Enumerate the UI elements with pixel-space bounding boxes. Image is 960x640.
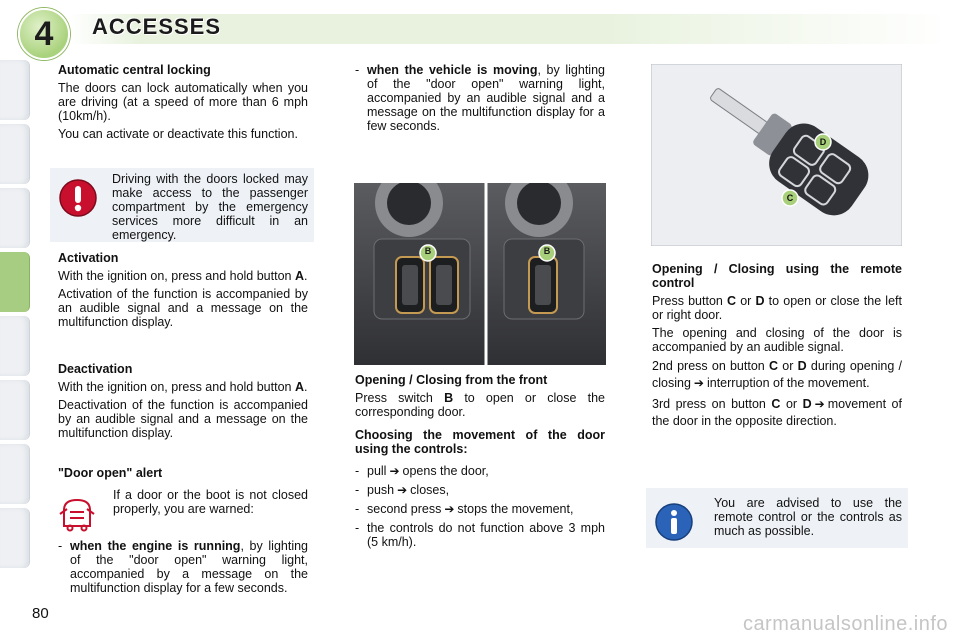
button-ref-a: A bbox=[294, 380, 304, 394]
door-alert-text: If a door or the boot is not closed properly, you are warned: bbox=[113, 488, 308, 516]
remote-key-photo bbox=[651, 64, 902, 251]
page-title: ACCESSES bbox=[92, 14, 222, 39]
activation-text-2: Activation of the function is accompanied by an audible signal and a message on the multifunction display. bbox=[58, 287, 308, 329]
deactivation-text-body: With the ignition on, press and hold button bbox=[58, 380, 292, 394]
auto-lock-heading: Automatic central locking bbox=[58, 63, 211, 77]
chapter-tab[interactable] bbox=[0, 380, 30, 440]
chapter-tab[interactable] bbox=[0, 508, 30, 568]
list-dash: - bbox=[355, 464, 360, 478]
list-item-result: closes, bbox=[410, 483, 450, 497]
second-press-a: 2nd press on button bbox=[652, 359, 765, 373]
chapter-tab-active[interactable] bbox=[0, 252, 30, 312]
button-ref-d: D bbox=[802, 397, 812, 411]
remote-heading: Opening / Closing using the remote control bbox=[652, 262, 902, 290]
key-label-c: C bbox=[786, 193, 794, 203]
second-press-b: during opening / closing bbox=[652, 359, 903, 390]
info-text: You are advised to use the remote control or the controls as much as possible. bbox=[714, 496, 902, 538]
list-item bbox=[355, 464, 605, 478]
activation-text: With the ignition on, press and hold button A. bbox=[58, 269, 308, 283]
page-number: 80 bbox=[32, 605, 49, 622]
list-item-body bbox=[367, 521, 605, 549]
chapter-number: 4 bbox=[18, 8, 70, 60]
chapter-tab[interactable] bbox=[0, 188, 30, 248]
deactivation-text: With the ignition on, press and hold button A. bbox=[58, 380, 308, 394]
warning-message: Driving with the doors locked may make access to the passenger compartment by the emergency services more difficult in an emergency. bbox=[112, 172, 308, 242]
chapter-tab[interactable] bbox=[0, 444, 30, 504]
remote-text-a: Press button bbox=[652, 294, 723, 308]
list-item-text: second press bbox=[367, 502, 442, 516]
movement-heading: Choosing the movement of the door using the controls: bbox=[355, 428, 605, 456]
vehicle-moving-text: , by lighting of the "door open" warning light, accompanied by an audible signal and a message on the multifunction display for a few seconds. bbox=[367, 63, 605, 133]
chapter-tab[interactable] bbox=[0, 124, 30, 184]
list-item: - when the vehicle is moving, by lighting of the "door open" warning light, accompanied by an audible signal and a message on the multifunction display for a few seconds. bbox=[355, 63, 605, 133]
button-ref-d: D bbox=[755, 294, 765, 308]
key-label-d: D bbox=[819, 137, 827, 147]
arrow-right-icon: ➔ bbox=[389, 464, 400, 478]
auto-lock-text: The doors can lock automatically when you are driving (at a speed of more than 6 mph (10km/h). bbox=[58, 81, 308, 123]
deactivation-text-2: Deactivation of the function is accompanied by an audible signal and a message on the multifunction display. bbox=[58, 398, 308, 440]
warning-text bbox=[112, 172, 308, 246]
list-item-result: stops the movement, bbox=[457, 502, 574, 516]
activation-text-body: With the ignition on, press and hold button bbox=[58, 269, 292, 283]
door-alert-heading-block bbox=[58, 466, 308, 484]
list-dash: - bbox=[355, 483, 360, 497]
remote-text-1 bbox=[652, 294, 902, 322]
remote-text-2: The opening and closing of the door is accompanied by an audible signal. bbox=[652, 326, 902, 354]
vehicle-moving-item bbox=[355, 63, 605, 137]
front-heading: Opening / Closing from the front bbox=[355, 373, 548, 387]
arrow-right-icon: ➔ bbox=[814, 397, 825, 411]
front-controls-photo bbox=[354, 183, 606, 370]
chapter-tab[interactable] bbox=[0, 316, 30, 376]
arrow-right-icon: ➔ bbox=[693, 376, 704, 390]
list-item-text: pull bbox=[367, 464, 387, 478]
remote-section bbox=[652, 262, 902, 434]
photo-label-b-left: B bbox=[424, 246, 432, 256]
list-item-body bbox=[367, 502, 573, 516]
third-press-text bbox=[652, 396, 902, 430]
arrow-right-icon: ➔ bbox=[397, 483, 408, 497]
activation-section bbox=[58, 251, 308, 333]
list-item-text: push bbox=[367, 483, 395, 497]
info-text-block bbox=[714, 496, 902, 542]
front-text-b: to open or close the corresponding door. bbox=[355, 391, 605, 419]
button-ref-c: C bbox=[771, 397, 781, 411]
movement-list bbox=[355, 464, 605, 549]
door-alert-heading: "Door open" alert bbox=[58, 466, 163, 480]
arrow-right-icon: ➔ bbox=[444, 502, 455, 516]
engine-running-text: , by lighting of the "door open" warning light, accompanied by a message on the multifunction display for a few seconds. bbox=[70, 539, 309, 595]
door-open-warning-icon bbox=[58, 496, 96, 537]
list-item: - when the engine is running, by lighting of the "door open" warning light, accompanied by a message on the multifunction display for a few seconds. bbox=[58, 539, 309, 595]
button-ref-b: B bbox=[444, 391, 454, 405]
column-left bbox=[58, 63, 308, 145]
engine-running-bold: when the engine is running bbox=[70, 539, 241, 553]
door-alert-text-block bbox=[113, 488, 308, 520]
list-dash: - bbox=[355, 502, 360, 516]
vehicle-moving-bold: when the vehicle is moving bbox=[367, 63, 538, 77]
info-icon bbox=[654, 502, 694, 547]
button-ref-c: C bbox=[768, 359, 779, 373]
button-ref-d: D bbox=[797, 359, 807, 373]
front-text-a: Press switch bbox=[355, 391, 433, 405]
engine-running-item bbox=[58, 539, 308, 599]
or-word: or bbox=[785, 397, 798, 411]
photo-label-b-right: B bbox=[543, 246, 551, 256]
list-item-result: opens the door, bbox=[402, 464, 489, 478]
list-dash: - bbox=[355, 521, 360, 535]
deactivation-section bbox=[58, 362, 308, 444]
second-press-text bbox=[652, 358, 902, 392]
front-section bbox=[355, 373, 605, 554]
list-item-text: the controls do not function above 3 mph (5 km/h). bbox=[367, 521, 605, 549]
warning-icon bbox=[58, 178, 98, 223]
chapter-tabs bbox=[0, 60, 30, 572]
list-item-body bbox=[367, 483, 449, 497]
front-text bbox=[355, 391, 605, 419]
deactivation-heading: Deactivation bbox=[58, 362, 133, 376]
second-press-c: interruption of the movement. bbox=[706, 376, 870, 390]
or-word: or bbox=[782, 359, 794, 373]
list-item bbox=[355, 502, 605, 516]
remote-text-b: to open or close the left or right door. bbox=[652, 294, 902, 322]
list-item bbox=[355, 521, 605, 549]
or-word: or bbox=[740, 294, 752, 308]
watermark: carmanualsonline.info bbox=[742, 613, 948, 635]
list-item-body bbox=[367, 464, 489, 478]
button-ref-a: A bbox=[294, 269, 304, 283]
list-item bbox=[355, 483, 605, 497]
third-press-a: 3rd press on button bbox=[652, 397, 766, 411]
button-ref-c: C bbox=[727, 294, 737, 308]
chapter-tab[interactable] bbox=[0, 60, 30, 120]
activation-heading: Activation bbox=[58, 251, 119, 265]
third-press-b: movement of the door in the opposite direction. bbox=[652, 397, 902, 428]
auto-lock-text-2: You can activate or deactivate this function. bbox=[58, 127, 298, 141]
